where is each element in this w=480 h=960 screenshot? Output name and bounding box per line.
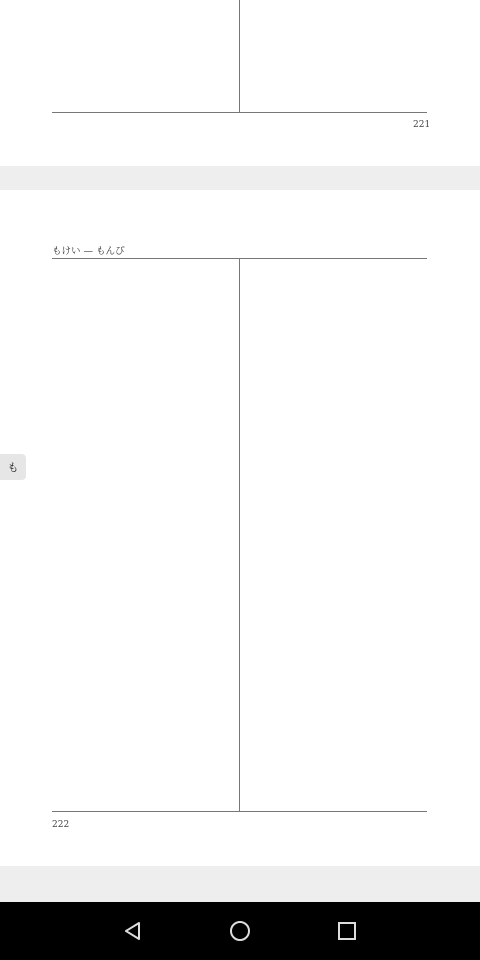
page-number: 222: [52, 820, 70, 830]
page-221: [0, 0, 480, 166]
page-gap: [0, 866, 480, 902]
index-column-left: [52, 0, 240, 112]
recents-button[interactable]: [327, 911, 367, 951]
running-head: もけい — もんぴ: [52, 246, 125, 257]
square-recents-icon: [336, 920, 358, 942]
page-222: [0, 190, 480, 866]
circle-home-icon: [228, 919, 252, 943]
page-number: 221: [413, 120, 431, 130]
index-columns: [52, 258, 427, 812]
page-gap: [0, 166, 480, 190]
thumb-index-tab[interactable]: も: [0, 454, 26, 480]
index-column-left: [52, 259, 240, 811]
navigation-bar: [0, 902, 480, 960]
index-column-right: [240, 0, 427, 112]
triangle-back-icon: [122, 920, 144, 942]
back-button[interactable]: [113, 911, 153, 951]
index-columns: [52, 0, 427, 113]
index-column-right: [240, 259, 427, 811]
home-button[interactable]: [220, 911, 260, 951]
